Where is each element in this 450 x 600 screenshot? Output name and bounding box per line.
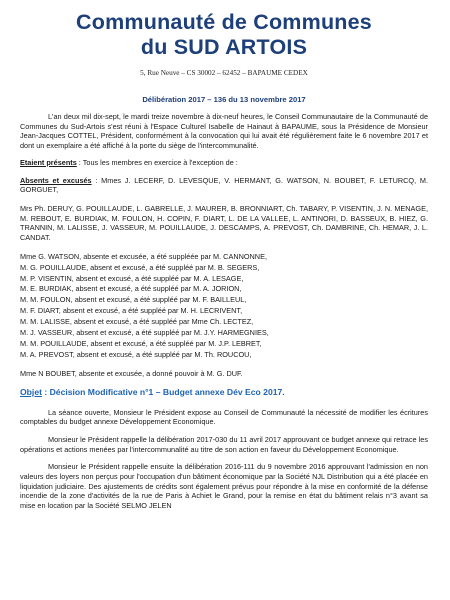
intro-paragraph: L'an deux mil dix-sept, le mardi treize novembre à dix-neuf heures, le Conseil Communautaire de la Communauté de Communes du Sud-Artois s'est réuni à l'Espace Culturel Isabelle de Hainaut à BAPAUME, sous la Présidence de Monsieur Jean-Jacques COTTEL, Président, conformément à la convocation qui lui avait été régulièrement faite le 6 novembre 2017 et dont un exemplaire a été affiché à la porte du siège de l'intercommunalité. [20,112,428,151]
absent-men-paragraph: Mrs Ph. DERUY, G. POUILLAUDE, L. GABRELLE, J. MAURER, B. BRONNIART, Ch. TABARY, P. VISENTIN, J. N. MENAGE, M. REBOUT, E. BURDIAK, M. FOULON, H. COPIN, F. DIART, L. DE LA VALLEE, L. ANTINORI, D. BASSEUX, B. HIEZ, G. TRANNIN, M. LALISSE, J. VASSEUR, M. POUILLAUDE, J. DESCAMPS, A. PREVOST, Ch. DAMBRINE, Ch. HEMAR, J. L. CANDAT. [20,203,428,243]
deliberation-reference: Délibération 2017 – 136 du 13 novembre 2017 [142,95,306,104]
presents-label: Etaient présents [20,157,77,167]
presents-line [20,158,428,168]
seance-paragraph: La séance ouverte, Monsieur le Président expose au Conseil de Communauté la nécessité de modifier les écritures comptables du budget annexe Développement Economique. [20,407,428,427]
rappel-paragraph-2: Monsieur le Président rappelle ensuite la délibération 2016-111 du 9 novembre 2016 approuvant l'admission en non valeurs des loyers non perçus pour l'occupation d'un bâtiment économique par la Société NJL Distribution qui a été placée en liquidation judiciaire. Des ajustements de crédits sont également prévus pour répondre à la mise en conformité de la défense incendie de la zone d'activités de la rue de Paris à Achiet le Grand, pour la remise en état du bâtiment relais n°3 avant sa mise en location par la Société SELMO JELEN [20,462,428,511]
objet-label: Objet [20,386,42,397]
replacement-line: M. P. VISENTIN, absent et excusé, a été suppléé par M. A. LESAGE, [20,273,244,283]
absents-text: : Mmes J. LECERF, D. LEVESQUE, V. HERMANT, G. WATSON, N. BOUBET, F. LETURCQ, M. GORGUET, [20,175,428,195]
org-name-line1: Communauté de Communes [76,10,372,34]
proxy-line: Mme N BOUBET, absente et excusée, a donné pouvoir à M. G. DUF. [20,368,243,378]
replacement-line: M. J. VASSEUR, absent et excusé, a été suppléé par M. J.Y. HARMEGNIES, [20,328,269,338]
replacement-line: M. F. DIART, absent et excusé, a été suppléé par M. H. LECRIVENT, [20,306,243,316]
replacement-line: Mme G. WATSON, absente et excusée, a été suppléée par M. CANNONNE, [20,251,267,261]
org-address: 5, Rue Neuve – CS 30002 – 62452 – BAPAUME CEDEX [140,69,308,77]
absents-label: Absents et excusés [20,175,92,185]
replacements-list [20,252,428,361]
absents-paragraph [20,176,428,195]
replacement-line: M. E. BURDIAK, absent et excusé, a été suppléé par M. A. JORION, [20,284,242,294]
replacement-line: M. M. LALISSE, absent et excusé, a été suppléé par Mme Ch. LECTEZ, [20,317,254,327]
objet-heading [20,387,428,397]
replacement-line: M. G. POUILLAUDE, absent et excusé, a été suppléé par M. B. SEGERS, [20,262,260,272]
replacement-line: M. M. FOULON, absent et excusé, a été suppléé par M. F. BAILLEUL, [20,295,247,305]
presents-text: : Tous les membres en exercice à l'exception de : [76,157,238,167]
org-name-line2: du SUD ARTOIS [140,35,308,59]
rappel-paragraph-1: Monsieur le Président rappelle la délibération 2017-030 du 11 avril 2017 approuvant ce budget annexe qui retrace les opérations et actions menées par l'intercommunalité au titre de son action en faveur du Développement Economique. [20,434,428,454]
replacement-line: M. M. POUILLAUDE, absent et excusé, a été suppléé par M. J.P. LEBRET, [20,338,262,348]
objet-text: : Décision Modificative n°1 – Budget annexe Dév Eco 2017. [41,386,285,397]
replacement-line: M. A. PREVOST, absent et excusé, a été suppléé par M. Th. ROUCOU, [20,349,252,359]
